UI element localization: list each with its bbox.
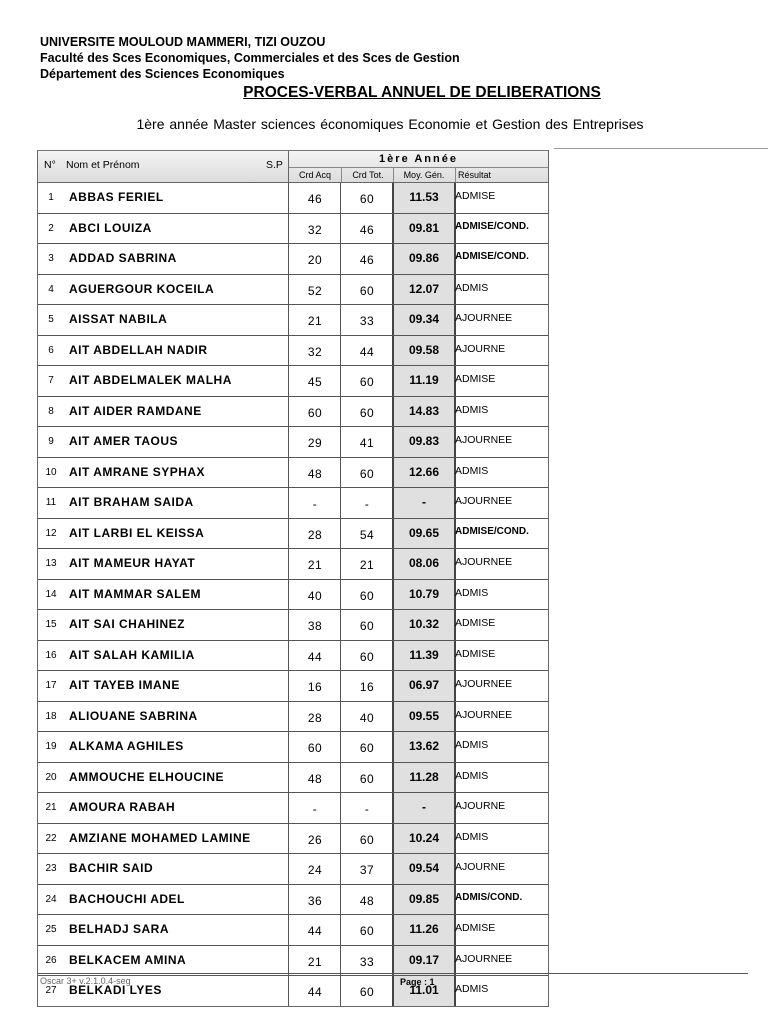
result: AJOURNEE bbox=[455, 556, 513, 568]
result: AJOURNEE bbox=[455, 312, 513, 324]
table-header bbox=[38, 151, 548, 183]
row-number: 27 bbox=[45, 985, 57, 996]
credits-acquired: 32 bbox=[288, 336, 341, 366]
credits-acquired: 48 bbox=[288, 763, 341, 793]
table-body bbox=[38, 183, 548, 1006]
credits-total: 60 bbox=[340, 732, 393, 762]
credits-total: 60 bbox=[340, 366, 393, 396]
student-name: ABBAS FERIEL bbox=[69, 190, 164, 204]
table-row bbox=[38, 397, 548, 428]
credits-total: 60 bbox=[340, 915, 393, 945]
table-row bbox=[38, 305, 548, 336]
general-average: 09.83 bbox=[392, 427, 456, 457]
credits-total: 46 bbox=[340, 244, 393, 274]
credits-total: 16 bbox=[340, 671, 393, 701]
result: AJOURNE bbox=[455, 800, 506, 812]
general-average: 13.62 bbox=[392, 732, 456, 762]
credits-total: 37 bbox=[340, 854, 393, 884]
student-name: AIT AMRANE SYPHAX bbox=[69, 464, 206, 479]
header-resultat: Résultat bbox=[455, 168, 548, 182]
credits-total: 21 bbox=[340, 549, 393, 579]
row-number: 25 bbox=[45, 924, 57, 935]
result: ADMIS bbox=[455, 403, 489, 416]
faculty-name: Faculté des Sces Economiques, Commerciales et des Sces de Gestion bbox=[40, 51, 460, 65]
row-number: 14 bbox=[45, 588, 57, 600]
credits-total: 54 bbox=[340, 519, 393, 549]
header-name: Nom et Prénom bbox=[66, 159, 140, 171]
credits-acquired: 44 bbox=[288, 641, 341, 671]
credits-acquired: 29 bbox=[288, 427, 341, 457]
result: ADMISE bbox=[455, 922, 496, 934]
table-row bbox=[38, 458, 548, 489]
credits-total: - bbox=[340, 793, 393, 823]
general-average: 09.34 bbox=[392, 305, 456, 335]
general-average: 09.55 bbox=[392, 702, 456, 732]
student-name: BACHIR SAID bbox=[69, 861, 154, 875]
student-name: AIT ABDELLAH NADIR bbox=[69, 342, 208, 357]
result: ADMISE/COND. bbox=[455, 251, 529, 262]
student-name: ALKAMA AGHILES bbox=[69, 739, 184, 753]
table-row bbox=[38, 610, 548, 641]
student-name: ALIOUANE SABRINA bbox=[69, 708, 198, 723]
result: AJOURNEE bbox=[455, 495, 513, 507]
row-number: 5 bbox=[48, 314, 54, 325]
student-name: ADDAD SABRINA bbox=[69, 251, 177, 265]
credits-total: 60 bbox=[340, 580, 393, 610]
credits-acquired: 52 bbox=[288, 275, 341, 305]
credits-acquired: 60 bbox=[288, 397, 341, 427]
credits-acquired: 28 bbox=[288, 519, 341, 549]
row-number: 6 bbox=[48, 344, 54, 356]
row-number: 1 bbox=[48, 192, 54, 203]
result: ADMIS bbox=[455, 983, 489, 995]
credits-acquired: 36 bbox=[288, 885, 341, 915]
credits-acquired: 24 bbox=[288, 854, 341, 884]
general-average: - bbox=[392, 488, 456, 518]
student-name: ABCI LOUIZA bbox=[69, 220, 152, 235]
table-row bbox=[38, 519, 548, 550]
general-average: 06.97 bbox=[392, 671, 456, 701]
result: AJOURNEE bbox=[455, 434, 513, 446]
result: AJOURNEE bbox=[455, 678, 513, 690]
credits-acquired: 20 bbox=[288, 244, 341, 274]
document-title: PROCES-VERBAL ANNUEL DE DELIBERATIONS bbox=[243, 84, 601, 101]
row-number: 2 bbox=[48, 222, 54, 234]
row-number: 8 bbox=[48, 405, 54, 417]
general-average: 09.17 bbox=[392, 946, 456, 976]
row-number: 19 bbox=[45, 741, 57, 752]
row-number: 9 bbox=[48, 436, 54, 447]
row-number: 12 bbox=[45, 527, 57, 539]
table-row bbox=[38, 275, 548, 306]
student-name: AIT AMER TAOUS bbox=[69, 434, 178, 448]
credits-acquired: 21 bbox=[288, 305, 341, 335]
student-name: AIT MAMEUR HAYAT bbox=[69, 556, 196, 570]
general-average: 11.39 bbox=[392, 641, 456, 671]
credits-acquired: 45 bbox=[288, 366, 341, 396]
credits-acquired: 32 bbox=[288, 214, 341, 244]
student-name: AIT MAMMAR SALEM bbox=[69, 586, 201, 601]
general-average: 11.26 bbox=[392, 915, 456, 945]
general-average: 11.01 bbox=[392, 976, 456, 1006]
general-average: 10.79 bbox=[392, 580, 456, 610]
page-number: Page : 1 bbox=[400, 977, 435, 987]
student-name: AMZIANE MOHAMED LAMINE bbox=[69, 830, 251, 845]
result: AJOURNEE bbox=[455, 952, 513, 965]
table-row bbox=[38, 732, 548, 763]
table-row bbox=[38, 854, 548, 885]
credits-total: 60 bbox=[340, 824, 393, 854]
table-row bbox=[38, 366, 548, 397]
credits-acquired: 16 bbox=[288, 671, 341, 701]
department-name: Département des Sciences Economiques bbox=[40, 67, 285, 81]
result: ADMISE bbox=[455, 617, 496, 629]
result: AJOURNE bbox=[455, 342, 506, 355]
header-crd-tot: Crd Tot. bbox=[341, 168, 394, 182]
general-average: 09.65 bbox=[392, 519, 456, 549]
student-name: AMMOUCHE ELHOUCINE bbox=[69, 769, 224, 784]
credits-total: 40 bbox=[340, 702, 393, 732]
result: ADMIS bbox=[455, 830, 489, 843]
software-version: Oscar 3+ v.2.1.0.4-seg bbox=[40, 976, 131, 986]
student-name: BELKACEM AMINA bbox=[69, 952, 187, 967]
row-number: 7 bbox=[48, 375, 54, 386]
table-row bbox=[38, 946, 548, 977]
university-name: UNIVERSITE MOULOUD MAMMERI, TIZI OUZOU bbox=[40, 35, 326, 49]
credits-acquired: 44 bbox=[288, 976, 341, 1006]
row-number: 17 bbox=[45, 680, 57, 691]
row-number: 22 bbox=[45, 832, 57, 844]
credits-acquired: - bbox=[288, 793, 341, 823]
table-row bbox=[38, 915, 548, 946]
credits-acquired: 28 bbox=[288, 702, 341, 732]
credits-total: 60 bbox=[340, 641, 393, 671]
row-number: 23 bbox=[45, 863, 57, 874]
credits-acquired: 21 bbox=[288, 946, 341, 976]
credits-total: 33 bbox=[340, 946, 393, 976]
row-number: 26 bbox=[45, 954, 57, 966]
credits-acquired: 26 bbox=[288, 824, 341, 854]
header-sp: S.P bbox=[266, 159, 283, 171]
table-row bbox=[38, 763, 548, 794]
credits-acquired: 48 bbox=[288, 458, 341, 488]
table-row bbox=[38, 580, 548, 611]
general-average: 10.24 bbox=[392, 824, 456, 854]
result: AJOURNE bbox=[455, 861, 506, 873]
result: ADMISE bbox=[455, 190, 496, 202]
student-name: AIT SAI CHAHINEZ bbox=[69, 617, 185, 631]
credits-total: 46 bbox=[340, 214, 393, 244]
credits-acquired: 40 bbox=[288, 580, 341, 610]
general-average: 11.19 bbox=[392, 366, 456, 396]
general-average: 12.07 bbox=[392, 275, 456, 305]
student-name: AIT ABDELMALEK MALHA bbox=[69, 373, 232, 387]
result: ADMIS bbox=[455, 586, 489, 599]
row-number: 11 bbox=[45, 497, 57, 508]
result: ADMIS bbox=[455, 281, 489, 294]
student-name: AMOURA RABAH bbox=[69, 800, 176, 814]
credits-total: 60 bbox=[340, 458, 393, 488]
footer-divider bbox=[37, 973, 748, 974]
table-row bbox=[38, 702, 548, 733]
credits-total: 60 bbox=[340, 397, 393, 427]
general-average: 08.06 bbox=[392, 549, 456, 579]
table-row bbox=[38, 885, 548, 916]
row-number: 16 bbox=[45, 649, 57, 661]
credits-acquired: 21 bbox=[288, 549, 341, 579]
result: ADMISE/COND. bbox=[455, 220, 529, 232]
header-moy-gen: Moy. Gén. bbox=[393, 168, 454, 182]
credits-acquired: 46 bbox=[288, 183, 341, 213]
student-name: BELKADI LYES bbox=[69, 983, 162, 997]
row-number: 18 bbox=[45, 710, 57, 722]
row-number: 10 bbox=[45, 466, 57, 478]
credits-total: 48 bbox=[340, 885, 393, 915]
credits-total: 60 bbox=[340, 183, 393, 213]
general-average: 11.28 bbox=[392, 763, 456, 793]
row-number: 13 bbox=[45, 558, 57, 569]
general-average: 09.85 bbox=[392, 885, 456, 915]
credits-total: 60 bbox=[340, 610, 393, 640]
table-row bbox=[38, 214, 548, 245]
document-subtitle: 1ère année Master sciences économiques Economie et Gestion des Entreprises bbox=[136, 116, 644, 132]
general-average: 12.66 bbox=[392, 458, 456, 488]
credits-acquired: 44 bbox=[288, 915, 341, 945]
general-average: 14.83 bbox=[392, 397, 456, 427]
result: ADMIS bbox=[455, 739, 489, 751]
header-year-group bbox=[288, 151, 548, 182]
general-average: - bbox=[392, 793, 456, 823]
credits-total: 60 bbox=[340, 275, 393, 305]
result: ADMISE bbox=[455, 373, 496, 385]
general-average: 09.58 bbox=[392, 336, 456, 366]
table-row bbox=[38, 671, 548, 702]
student-name: AIT BRAHAM SAIDA bbox=[69, 495, 194, 509]
table-row bbox=[38, 488, 548, 519]
deliberations-table bbox=[37, 150, 549, 1007]
student-name: AIT TAYEB IMANE bbox=[69, 678, 180, 692]
credits-total: 41 bbox=[340, 427, 393, 457]
row-number: 21 bbox=[45, 802, 57, 813]
result: ADMISE bbox=[455, 647, 496, 660]
table-row bbox=[38, 824, 548, 855]
student-name: AIT LARBI EL KEISSA bbox=[69, 525, 205, 540]
general-average: 09.81 bbox=[392, 214, 456, 244]
row-number: 20 bbox=[45, 771, 57, 783]
result: ADMISE/COND. bbox=[455, 525, 529, 537]
credits-total: 33 bbox=[340, 305, 393, 335]
student-name: AISSAT NABILA bbox=[69, 312, 168, 326]
header-crd-acq: Crd Acq bbox=[298, 170, 331, 180]
general-average: 11.53 bbox=[392, 183, 456, 213]
credits-acquired: 38 bbox=[288, 610, 341, 640]
table-row bbox=[38, 183, 548, 214]
result: ADMIS bbox=[455, 769, 489, 782]
result: AJOURNEE bbox=[455, 708, 513, 721]
student-name: BACHOUCHI ADEL bbox=[69, 891, 185, 906]
row-number: 4 bbox=[48, 283, 54, 295]
general-average: 10.32 bbox=[392, 610, 456, 640]
student-name: AGUERGOUR KOCEILA bbox=[69, 281, 215, 296]
credits-acquired: 60 bbox=[288, 732, 341, 762]
credits-total: 60 bbox=[340, 763, 393, 793]
header-divider bbox=[554, 148, 768, 149]
credits-total: - bbox=[340, 488, 393, 518]
header-num: N° bbox=[44, 159, 56, 171]
student-name: AIT AIDER RAMDANE bbox=[69, 403, 202, 418]
credits-total: 44 bbox=[340, 336, 393, 366]
table-row bbox=[38, 793, 548, 824]
table-row bbox=[38, 641, 548, 672]
credits-total: 60 bbox=[340, 976, 393, 1006]
result: ADMIS bbox=[455, 464, 489, 477]
table-row bbox=[38, 427, 548, 458]
result: ADMIS/COND. bbox=[455, 891, 523, 903]
student-name: AIT SALAH KAMILIA bbox=[69, 647, 195, 662]
table-row bbox=[38, 244, 548, 275]
row-number: 3 bbox=[48, 253, 54, 264]
header-year-label: 1ère Année bbox=[289, 151, 548, 168]
credits-acquired: - bbox=[288, 488, 341, 518]
row-number: 24 bbox=[45, 893, 57, 905]
student-name: BELHADJ SARA bbox=[69, 922, 170, 936]
general-average: 09.86 bbox=[392, 244, 456, 274]
table-row bbox=[38, 336, 548, 367]
table-row bbox=[38, 549, 548, 580]
general-average: 09.54 bbox=[392, 854, 456, 884]
row-number: 15 bbox=[45, 619, 57, 630]
